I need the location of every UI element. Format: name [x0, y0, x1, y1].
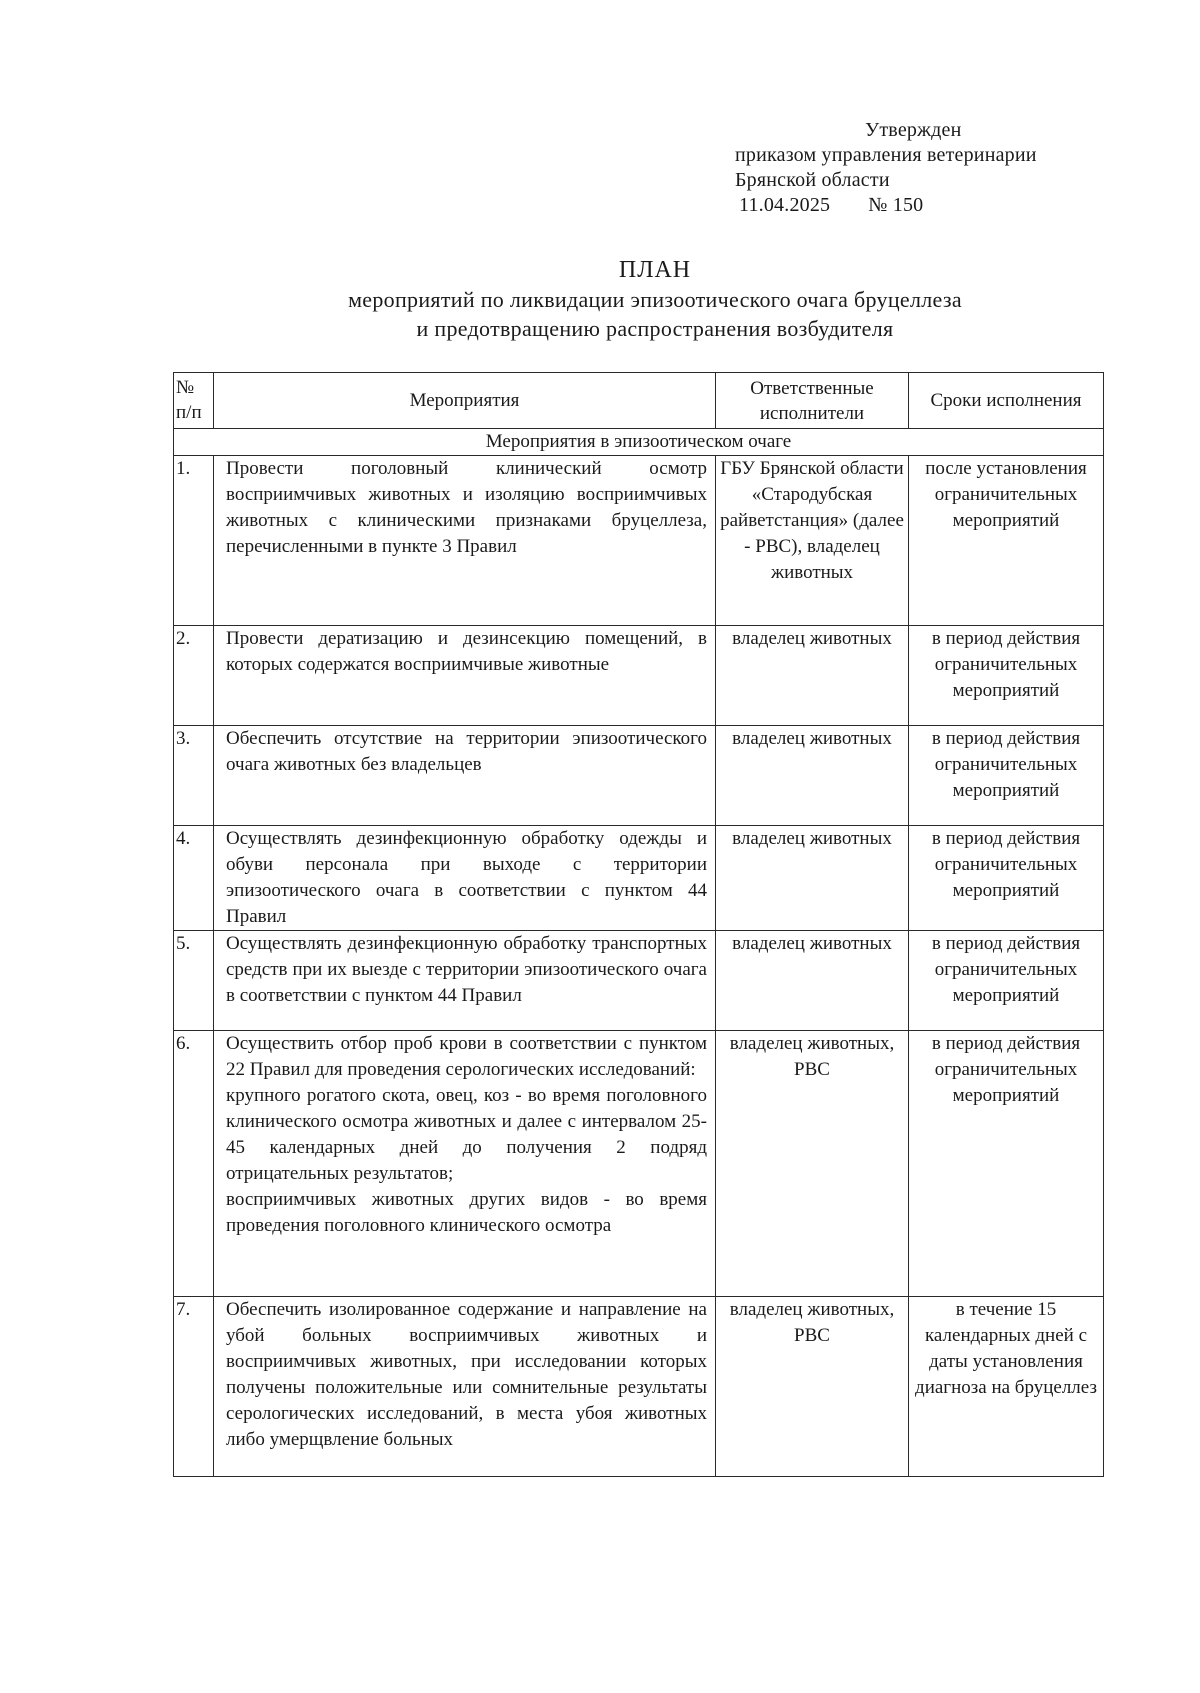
row-activity: Осуществлять дезинфекционную обработку одежды и обуви персонала при выходе с территории эпизоотического очага в соответствии с пунктом 44 Правил	[214, 826, 716, 931]
row-term: после установления ограничительных мероприятий	[909, 456, 1104, 626]
row-responsible: ГБУ Брянской области «Стародубская райветстанция» (далее - РВС), владелец животных	[716, 456, 909, 626]
approval-order: приказом управления ветеринарии	[735, 144, 1037, 166]
table-row	[174, 726, 1104, 826]
table-row	[174, 931, 1104, 1031]
header-term: Сроки исполнения	[909, 373, 1104, 429]
header-responsible: Ответственные исполнители	[716, 373, 909, 429]
row-activity-part3: восприимчивых животных других видов - во время проведения поголовного клинического осмотра	[226, 1189, 707, 1236]
row-number: 3.	[174, 726, 214, 826]
document-subtitle-line1: мероприятий по ликвидации эпизоотического очага бруцеллеза	[348, 287, 962, 312]
row-number: 1.	[174, 456, 214, 626]
row-activity-part1: Осуществить отбор проб крови в соответствии с пунктом 22 Правил для проведения серологических исследований:	[226, 1033, 707, 1080]
row-activity: Провести поголовный клинический осмотр восприимчивых животных и изоляцию восприимчивых животных с клиническими признаками бруцеллеза, перечисленными в пункте 3 Правил	[214, 456, 716, 626]
approval-title: Утвержден	[865, 119, 962, 141]
row-term: в течение 15 календарных дней с даты установления диагноза на бруцеллез	[909, 1297, 1104, 1477]
table-row	[174, 456, 1104, 626]
row-responsible: владелец животных, РВС	[716, 1297, 909, 1477]
row-activity-part2: крупного рогатого скота, овец, коз - во время поголовного клинического осмотра животных и далее с интервалом 25- 45 календарных дней до получения 2 подряд отрицательных результатов;	[226, 1085, 707, 1184]
row-responsible: владелец животных	[716, 626, 909, 726]
table-header-row	[174, 373, 1104, 429]
row-term: в период действия ограничительных мероприятий	[909, 931, 1104, 1031]
table-row	[174, 826, 1104, 931]
row-activity: Обеспечить изолированное содержание и направление на убой больных восприимчивых животных и восприимчивых животных, при исследовании которых получены положительные или сомнительные результаты серологических исследований, в места убоя животных либо умерщвление больных	[214, 1297, 716, 1477]
plan-table	[173, 372, 1104, 1477]
row-number: 4.	[174, 826, 214, 931]
row-responsible: владелец животных	[716, 726, 909, 826]
row-activity: Провести дератизацию и дезинсекцию помещений, в которых содержатся восприимчивые животные	[214, 626, 716, 726]
approval-date: 11.04.2025	[739, 194, 831, 216]
row-responsible: владелец животных	[716, 826, 909, 931]
row-number: 5.	[174, 931, 214, 1031]
row-number: 7.	[174, 1297, 214, 1477]
table-row	[174, 626, 1104, 726]
document-subtitle-line2: и предотвращению распространения возбудителя	[416, 316, 894, 341]
row-activity: Осуществлять дезинфекционную обработку транспортных средств при их выезде с территории эпизоотического очага в соответствии с пунктом 44 Правил	[214, 931, 716, 1031]
approval-number: № 150	[868, 194, 924, 216]
section-row	[174, 429, 1104, 456]
row-number: 2.	[174, 626, 214, 726]
approval-region: Брянской области	[735, 169, 890, 191]
row-term: в период действия ограничительных мероприятий	[909, 726, 1104, 826]
row-responsible: владелец животных	[716, 931, 909, 1031]
document-title: ПЛАН	[618, 257, 692, 283]
row-activity: Обеспечить отсутствие на территории эпизоотического очага животных без владельцев	[214, 726, 716, 826]
row-term: в период действия ограничительных мероприятий	[909, 826, 1104, 931]
header-activity: Мероприятия	[214, 373, 716, 429]
row-number: 6.	[174, 1031, 214, 1297]
row-term: в период действия ограничительных мероприятий	[909, 626, 1104, 726]
row-term: в период действия ограничительных мероприятий	[909, 1031, 1104, 1297]
row-activity	[214, 1031, 716, 1297]
approval-date-number	[735, 193, 1095, 218]
document-heading	[200, 255, 1110, 343]
header-number: № п/п	[174, 373, 214, 429]
section-title: Мероприятия в эпизоотическом очаге	[174, 429, 1104, 456]
row-responsible: владелец животных, РВС	[716, 1031, 909, 1297]
table-row	[174, 1297, 1104, 1477]
table-row	[174, 1031, 1104, 1297]
approval-stamp	[735, 118, 1095, 218]
